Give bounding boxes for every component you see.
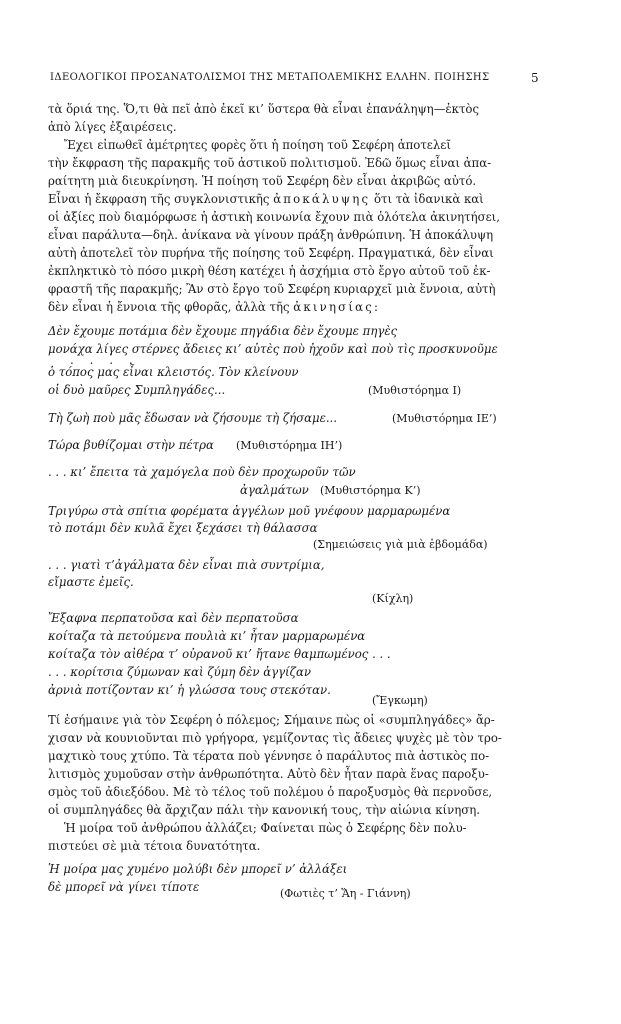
prose-line: τὴν ἔκφραση τῆς παρακμῆς τοῦ ἀστικοῦ πολιτισμοῦ. Ἐδῶ ὅμως εἶναι ἀπα-: [48, 156, 492, 170]
verse-line: Τώρα βυθίζομαι στὴν πέτρα: [48, 438, 214, 452]
prose-line: Τί ἐσήμαινε γιὰ τὸν Σεφέρη ὁ πόλεμος; Σήμαινε πὼς οἱ «συμπληγάδες» ἄρ-: [48, 713, 495, 727]
verse-line: ὁ τόπος μας εἶναι κλειστός. Τὸν κλείνουν: [48, 365, 299, 379]
verse-line: Τὴ ζωὴ ποὺ μᾶς ἔδωσαν νὰ ζήσουμε τὴ ζήσαμε...: [48, 411, 338, 425]
prose-line: Ἡ μοίρα τοῦ ἀνθρώπου ἀλλάζει; Φαίνεται πὼς ὁ Σεφέρης δὲν πολυ-: [64, 821, 467, 835]
prose-line: εἶναι παράλυτα—δηλ. ἀνίκανα νὰ γίνουν πράξη ἀνθρώπινη. Ἡ ἀποκάλυψη: [48, 228, 494, 242]
prose-line: Ἔχει εἰπωθεῖ ἀμέτρητες φορὲς ὅτι ἡ ποίηση τοῦ Σεφέρη ἀποτελεῖ: [64, 138, 451, 152]
verse-line: ἀγαλμάτων: [240, 483, 309, 497]
verse-line: κοίταζα τὸν αἰθέρα τ’ οὐρανοῦ κι’ ἤτανε θαμπωμένος . . .: [48, 647, 391, 661]
prose-line: μαχτικὸ τους χτύπο. Τὰ τέρατα ποὺ γέννησε ὁ παράλυτος πιὰ ἀστικὸς πο-: [48, 749, 490, 763]
prose-line: χισαν νὰ κουνιοῦνται πιὸ γρήγορα, γεμίζοντας τὶς ἄδειες ψυχὲς μὲ τὸν τρο-: [48, 731, 502, 745]
prose-line: ἀπὸ λίγες ἐξαιρέσεις.: [48, 120, 177, 134]
prose-text: Εἶναι ἡ ἔκφραση τῆς συγκλονιστικῆς: [48, 192, 270, 206]
running-header: ΙΔΕΟΛΟΓΙΚΟΙ ΠΡΟΣΑΝΑΤΟΛΙΣΜΟΙ ΤΗΣ ΜΕΤΑΠΟΛΕΜΙΚΗΣ ΕΛΛΗΝ. ΠΟΙΗΣΗΣ: [50, 72, 490, 83]
prose-line: φραστῆ τῆς παρακμῆς; Ἂν στὸ ἔργο τοῦ Σεφέρη κυριαρχεῖ μιὰ ἔννοια, αὐτὴ: [48, 282, 496, 296]
page-number: 5: [531, 71, 539, 85]
prose-line: ραίτητη μιὰ διευκρίνηση. Ἡ ποίηση τοῦ Σεφέρη δὲν εἶναι ἀκριβῶς αὐτό.: [48, 174, 477, 188]
ellipsis-dots: . . . .: [70, 353, 139, 367]
verse-line: Δὲν ἔχουμε ποτάμια δὲν ἔχουμε πηγάδια δὲν ἔχουμε πηγὲς: [48, 324, 398, 338]
verse-line: οἱ δυὸ μαῦρες Συμπληγάδες...: [48, 383, 226, 397]
prose-line: ἐκπληκτικὸ τὸ πόσο μικρὴ θέση κατέχει ἡ ἀσχήμια στὸ ἔργο αὐτοῦ τοῦ ἐκ-: [48, 264, 491, 278]
quote-source: (Μυθιστόρημα Κ’): [320, 484, 421, 497]
verse-line: μονάχα λίγες στέρνες ἄδειες κι’ αὐτὲς ποὺ ἠχοῦν καὶ ποὺ τὶς προσκυνοῦμε: [48, 342, 498, 356]
prose-line: [48, 299, 380, 315]
verse-line: Τριγύρω στὰ σπίτια φορέματα ἀγγέλων μοῦ γνέφουν μαρμαρωμένα: [48, 504, 451, 518]
quote-source: (Σημειώσεις γιὰ μιὰ ἑβδομάδα): [313, 538, 488, 551]
emphasis-text: ἀποκάλυψης: [273, 192, 371, 206]
prose-text: δὲν εἶναι ἡ ἔννοια τῆς φθορᾶς, ἀλλὰ τῆς: [48, 300, 290, 314]
quote-source: (Ἔγκωμη): [372, 694, 428, 707]
prose-line: οἱ συμπληγάδες θὰ ἄρχιζαν πάλι τὴν κανονική τους, τὴν αἰώνια κίνηση.: [48, 803, 480, 817]
prose-line: λιτισμὸς χυμοῦσαν στὴν ἀνθρωπότητα. Αὐτὸ δὲν ἦταν παρὰ ἕνας παροξυ-: [48, 767, 489, 781]
verse-line: ἀρνιὰ ποτίζονταν κι’ ἡ γλώσσα τους στεκόταν.: [48, 683, 331, 697]
verse-line: κοίταζα τὰ πετούμενα πουλιὰ κι’ ἦταν μαρμαρωμένα: [48, 629, 366, 643]
verse-line: . . . γιατὶ τ’ἀγάλματα δὲν εἶναι πιὰ συντρίμια,: [48, 558, 325, 572]
prose-line: πιστεύει σὲ μιὰ τέτοια δυνατότητα.: [48, 839, 261, 853]
prose-line: [48, 191, 484, 207]
prose-line: σμὸς τοῦ ἀδιεξόδου. Μὲ τὸ τέλος τοῦ πολέμου ὁ παροξυσμὸς θὰ περνοῦσε,: [48, 785, 493, 799]
verse-line: . . . κι’ ἔπειτα τὰ χαμόγελα ποὺ δὲν προχωροῦν τῶν: [48, 465, 356, 479]
verse-line: Ἡ μοίρα μας χυμένο μολύβι δὲν μπορεῖ ν’ ἀλλάξει: [48, 862, 348, 876]
prose-line: τὰ ὅριά της. Ὅ,τι θὰ πεῖ ἀπὸ ἐκεῖ κι’ ὕστερα θὰ εἶναι ἐπανάληψη—ἐκτὸς: [48, 102, 479, 116]
verse-line: . . . κορίτσια ζύμωναν καὶ ζύμη δὲν ἀγγίζαν: [48, 665, 311, 679]
quote-source: (Μυθιστόρημα ΙΕ’): [392, 412, 497, 425]
quote-source: (Φωτιὲς τ’ Ἅη - Γιάννη): [280, 887, 411, 900]
verse-line: τὸ ποτάμι δὲν κυλᾶ ἔχει ξεχάσει τὴ θάλασσα: [48, 521, 318, 535]
prose-line: αὐτὴ ἀποτελεῖ τὸν πυρήνα τῆς ποίησης τοῦ Σεφέρη. Πραγματικά, δὲν εἶναι: [48, 246, 494, 260]
quote-source: (Μυθιστόρημα ΙΗ’): [236, 439, 343, 452]
prose-text: ὅτι τὰ ἰδανικὰ καὶ: [373, 192, 484, 206]
verse-line: εἴμαστε ἐμεῖς.: [48, 575, 134, 589]
quote-source: (Μυθιστόρημα Ι): [368, 384, 462, 397]
verse-line: Ἔξαφνα περπατοῦσα καὶ δὲν περπατοῦσα: [48, 611, 299, 625]
emphasis-text: ἀκινησίας:: [293, 300, 381, 314]
verse-line: δὲ μπορεῖ νὰ γίνει τίποτε: [48, 880, 200, 894]
prose-line: οἱ ἀξίες ποὺ διαμόρφωσε ἡ ἀστικὴ κοινωνία ἔχουν πιὰ ὁλότελα ἀκινητήσει,: [48, 210, 500, 224]
quote-source: (Κίχλη): [372, 592, 414, 605]
